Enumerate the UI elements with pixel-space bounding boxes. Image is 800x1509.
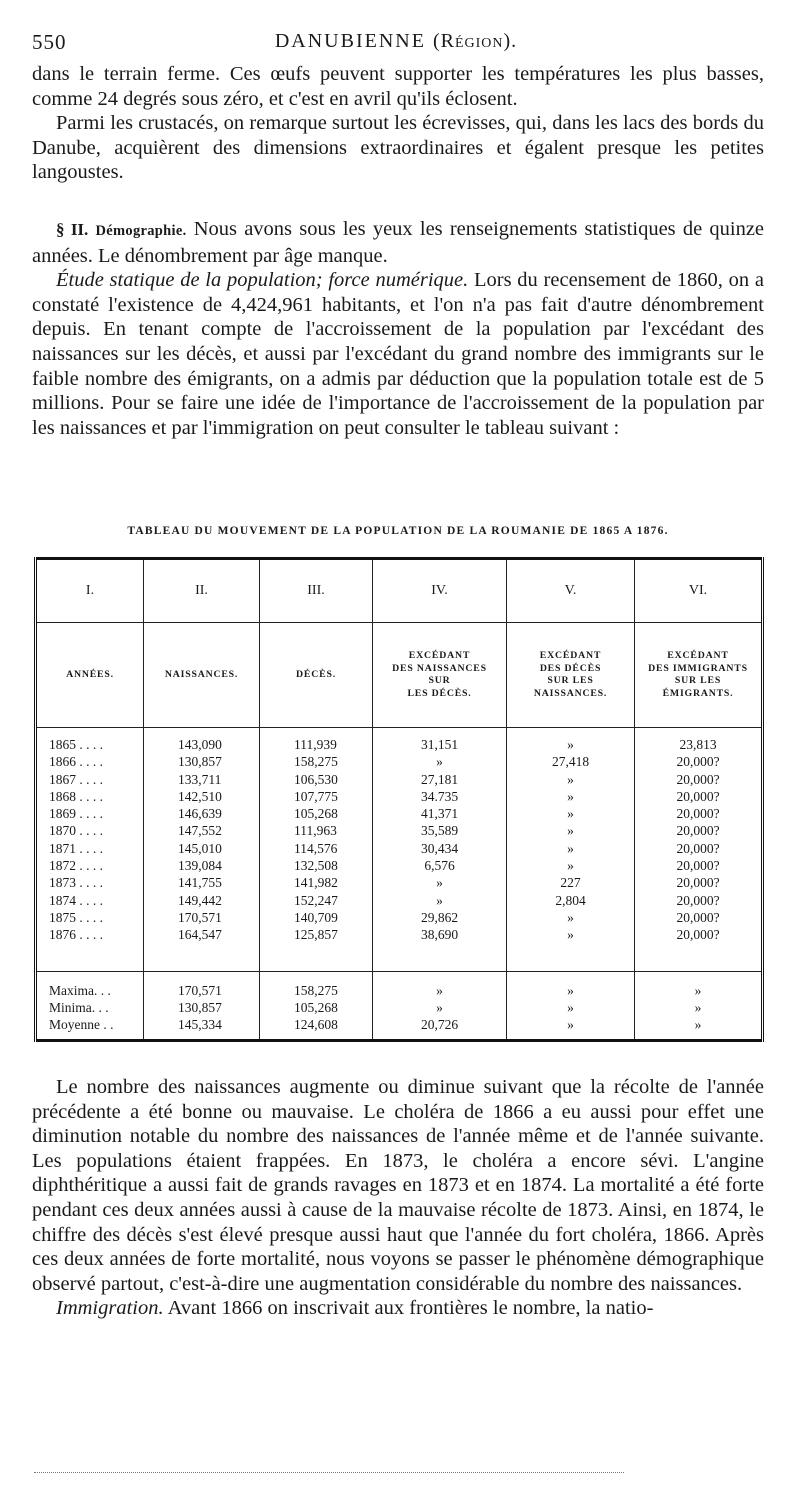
footer-rule xyxy=(34,1472,624,1473)
table-cell: 34.735 xyxy=(420,788,459,804)
summary-excedant-naissances xyxy=(373,971,507,1040)
intro-paragraph: dans le terrain ferme. Ces œufs peuvent supporter les températures les plus basses, comme 24 degrés sous zéro, et c'est en avril qu'ils éclosent. xyxy=(32,63,764,110)
table-cell: 145,010 xyxy=(178,840,222,856)
table-cell: 111,939 xyxy=(294,737,337,752)
column-excedant-immigrants xyxy=(635,728,763,972)
immigration-paragraph xyxy=(32,1296,764,1321)
table-cell: » xyxy=(436,754,443,770)
table-cell: 1870 . . . . xyxy=(49,823,103,839)
column-deces xyxy=(260,728,373,972)
table-cell: 139,084 xyxy=(178,858,222,874)
table-cell: 142,510 xyxy=(178,788,222,804)
col-header-deces: DÉCÈS. xyxy=(260,623,373,728)
page-number: 550 xyxy=(32,30,67,54)
table-cell: 132,508 xyxy=(294,858,338,874)
table-cell: 20,000? xyxy=(676,771,720,787)
table-cell: 124,608 xyxy=(294,1017,338,1033)
table-cell: » xyxy=(567,771,574,787)
table-cell: » xyxy=(567,806,574,822)
table-cell: » xyxy=(567,909,574,925)
table-cell: 152,247 xyxy=(294,892,338,908)
table-cell: 1865 . . . . xyxy=(49,737,103,752)
table-cell: 227 xyxy=(560,875,581,891)
summary-naissances xyxy=(144,971,260,1040)
table-cell: 1868 . . . . xyxy=(49,788,103,804)
col-number: IV. xyxy=(373,559,507,623)
table-cell: 1867 . . . . xyxy=(49,771,103,787)
table-cell: 27,418 xyxy=(551,754,590,770)
roman-header-row xyxy=(36,559,763,623)
table-cell: 130,857 xyxy=(178,999,222,1015)
column-header-row xyxy=(36,623,763,728)
table-cell: 1869 . . . . xyxy=(49,806,103,822)
table-cell: 141,982 xyxy=(294,875,338,891)
table-cell: 1876 . . . . xyxy=(49,927,103,943)
table-cell: 2,804 xyxy=(555,892,586,908)
table-cell: 158,275 xyxy=(294,982,338,998)
table-cell: » xyxy=(436,875,443,891)
summary-deces xyxy=(260,971,373,1040)
running-head xyxy=(32,30,760,58)
table-cell: » xyxy=(567,858,574,874)
table-cell: 133,711 xyxy=(178,771,222,787)
section-paragraph xyxy=(32,217,764,268)
table-cell: 31,151 xyxy=(420,737,459,752)
table-cell: 1866 . . . . xyxy=(49,754,103,770)
table-cell: 143,090 xyxy=(178,737,222,752)
closing-paragraph: Le nombre des naissances augmente ou diminue suivant que la récolte de l'année précédente a été bonne ou mauvaise. Le choléra de 1866 a eu aussi pour effet une diminution notable du nombre des naissances de l'année même et de l'année suivante. Les populations étaient frappées. En 1873, le choléra a encore sévi. L'angine diphthéritique a aussi fait de grands ravages en 1873 et en 1874. La mortalité a été forte pendant ces deux années aussi à cause de la mauvaise récolte de 1873. Ainsi, en 1874, le chiffre des décès s'est élevé presque aussi haut que l'année du fort choléra, 1866. Après ces deux années de forte mortalité, nous voyons se passer le phénomène démographique observé partout, c'est-à-dire une augmentation considérable du nombre des naissances. xyxy=(32,1076,764,1295)
table-cell: 20,000? xyxy=(676,858,720,874)
section-mark: § II. xyxy=(56,219,89,239)
table-cell: 20,000? xyxy=(676,875,720,891)
col-number: VI. xyxy=(635,559,763,623)
subheading: Étude statique de la population; force numérique. xyxy=(56,269,469,292)
col-number: III. xyxy=(260,559,373,623)
summary-rows xyxy=(36,971,763,1040)
table-cell: 106,530 xyxy=(294,771,338,787)
table-cell: » xyxy=(567,788,574,804)
section-title: Démographie. xyxy=(95,222,187,239)
table-cell: 20,000? xyxy=(676,823,720,839)
col-number: V. xyxy=(507,559,635,623)
table-cell: 20,000? xyxy=(676,788,720,804)
table-cell: 20,000? xyxy=(676,927,720,943)
table-cell: » xyxy=(567,840,574,856)
table-cell: Maxima. . . xyxy=(49,982,111,998)
table-cell: 145,334 xyxy=(178,1017,222,1033)
immigration-text: Avant 1866 on inscrivait aux frontières le nombre, la natio- xyxy=(167,1297,654,1320)
table-cell: 1872 . . . . xyxy=(49,858,103,874)
table-cell: » xyxy=(436,892,443,908)
body-paragraph xyxy=(32,268,764,440)
table-cell: 20,000? xyxy=(676,909,720,925)
col-number: II. xyxy=(144,559,260,623)
column-excedant-naissances xyxy=(373,728,507,972)
table-cell: » xyxy=(567,737,574,752)
table-cell: 125,857 xyxy=(294,927,338,943)
table-cell: 20,000? xyxy=(676,840,720,856)
col-header-excedant-deces: EXCÉDANT DES DÉCÈS SUR LES NAISSANCES. xyxy=(507,623,635,728)
population-table xyxy=(34,557,764,1042)
col-header-annees: ANNÉES. xyxy=(36,623,144,728)
table-cell: 1875 . . . . xyxy=(49,909,103,925)
summary-excedant-immigrants xyxy=(635,971,763,1040)
table-cell: 111,963 xyxy=(294,823,337,839)
table-cell: 20,000? xyxy=(676,892,720,908)
data-rows xyxy=(36,728,763,972)
table-cell: 147,552 xyxy=(178,823,222,839)
running-title-main: DANUBIENNE xyxy=(274,30,426,52)
column-excedant-deces xyxy=(507,728,635,972)
table-cell: 30,434 xyxy=(420,840,459,856)
table-cell: 105,268 xyxy=(294,806,338,822)
table-cell: 140,709 xyxy=(294,909,338,925)
table-cell: » xyxy=(436,982,443,998)
intro-text xyxy=(32,62,764,440)
table-cell: 130,857 xyxy=(178,754,222,770)
summary-excedant-deces xyxy=(507,971,635,1040)
table-caption: TABLEAU DU MOUVEMENT DE LA POPULATION DE LA ROUMANIE DE 1865 A 1876. xyxy=(127,525,669,537)
table-cell: 146,639 xyxy=(178,806,222,822)
table-cell: 158,275 xyxy=(294,754,338,770)
table-cell: » xyxy=(436,999,443,1015)
table-cell: » xyxy=(567,999,574,1015)
table-cell: 1874 . . . . xyxy=(49,892,103,908)
table-cell: » xyxy=(567,823,574,839)
table-cell: 105,268 xyxy=(294,999,338,1015)
summary-labels xyxy=(36,971,144,1040)
col-header-excedant-naissances: EXCÉDANT DES NAISSANCES SUR LES DÉCÈS. xyxy=(373,623,507,728)
table-cell: 38,690 xyxy=(420,927,459,943)
table-cell: 149,442 xyxy=(178,892,222,908)
table-cell: 114,576 xyxy=(294,840,338,856)
column-annees xyxy=(36,728,144,972)
table-cell: 20,726 xyxy=(420,1017,459,1033)
table-cell: 1873 . . . . xyxy=(49,875,103,891)
table-cell: 164,547 xyxy=(178,927,222,943)
table-cell: » xyxy=(567,927,574,943)
table-cell: 20,000? xyxy=(676,754,720,770)
table-cell: 6,576 xyxy=(424,858,455,874)
table-cell: 27,181 xyxy=(420,771,459,787)
intro-paragraph: Parmi les crustacés, on remarque surtout les écrevisses, qui, dans les lacs des bords du Danube, acquièrent des dimensions extraordinaires et égalent presque les petites langoustes. xyxy=(32,112,764,184)
section-intro: Nous avons sous les yeux les renseignements statistiques de quinze années. Le dénombrement par âge manque. xyxy=(32,217,765,267)
col-header-naissances: NAISSANCES. xyxy=(144,623,260,728)
table-cell: » xyxy=(694,982,702,998)
table-cell: 35,589 xyxy=(420,823,459,839)
table-cell: » xyxy=(694,1017,702,1033)
closing-text xyxy=(32,1075,764,1321)
table-cell: 170,571 xyxy=(178,909,222,925)
immigration-heading: Immigration. xyxy=(56,1297,164,1320)
table-cell: » xyxy=(567,982,574,998)
col-number: I. xyxy=(36,559,144,623)
table-cell: Moyenne . . xyxy=(49,1017,114,1033)
running-title xyxy=(32,30,760,53)
table-cell: 107,775 xyxy=(294,788,338,804)
table-cell: » xyxy=(567,1017,574,1033)
col-header-excedant-immigrants: EXCÉDANT DES IMMIGRANTS SUR LES ÉMIGRANTS. xyxy=(635,623,763,728)
table-cell: 29,862 xyxy=(420,909,459,925)
table-cell: 170,571 xyxy=(178,982,222,998)
table-cell: » xyxy=(694,999,702,1015)
table-cell: 141,755 xyxy=(178,875,222,891)
column-naissances xyxy=(144,728,260,972)
table-cell: 1871 . . . . xyxy=(49,840,103,856)
running-title-region: (Région). xyxy=(432,30,518,52)
table-cell: Minima. . . xyxy=(49,999,109,1015)
table-cell: 23,813 xyxy=(679,737,717,752)
body-text: Lors du recensement de 1860, on a constaté l'existence de 4,424,961 habitants, et l'on n'a pas fait d'autre dénombrement depuis. En tenant compte de l'accroissement de la population par l'excédant des naissances sur les décès, et aussi par l'excédant du grand nombre des immigrants sur le faible nombre des émigrants, on a admis par déduction que la population totale est de 5 millions. Pour se faire une idée de l'importance de l'accroissement de la population par les naissances et par l'immigration on peut consulter le tableau suivant : xyxy=(32,269,764,439)
table-cell: 41,371 xyxy=(420,806,459,822)
table-cell: 20,000? xyxy=(676,806,720,822)
